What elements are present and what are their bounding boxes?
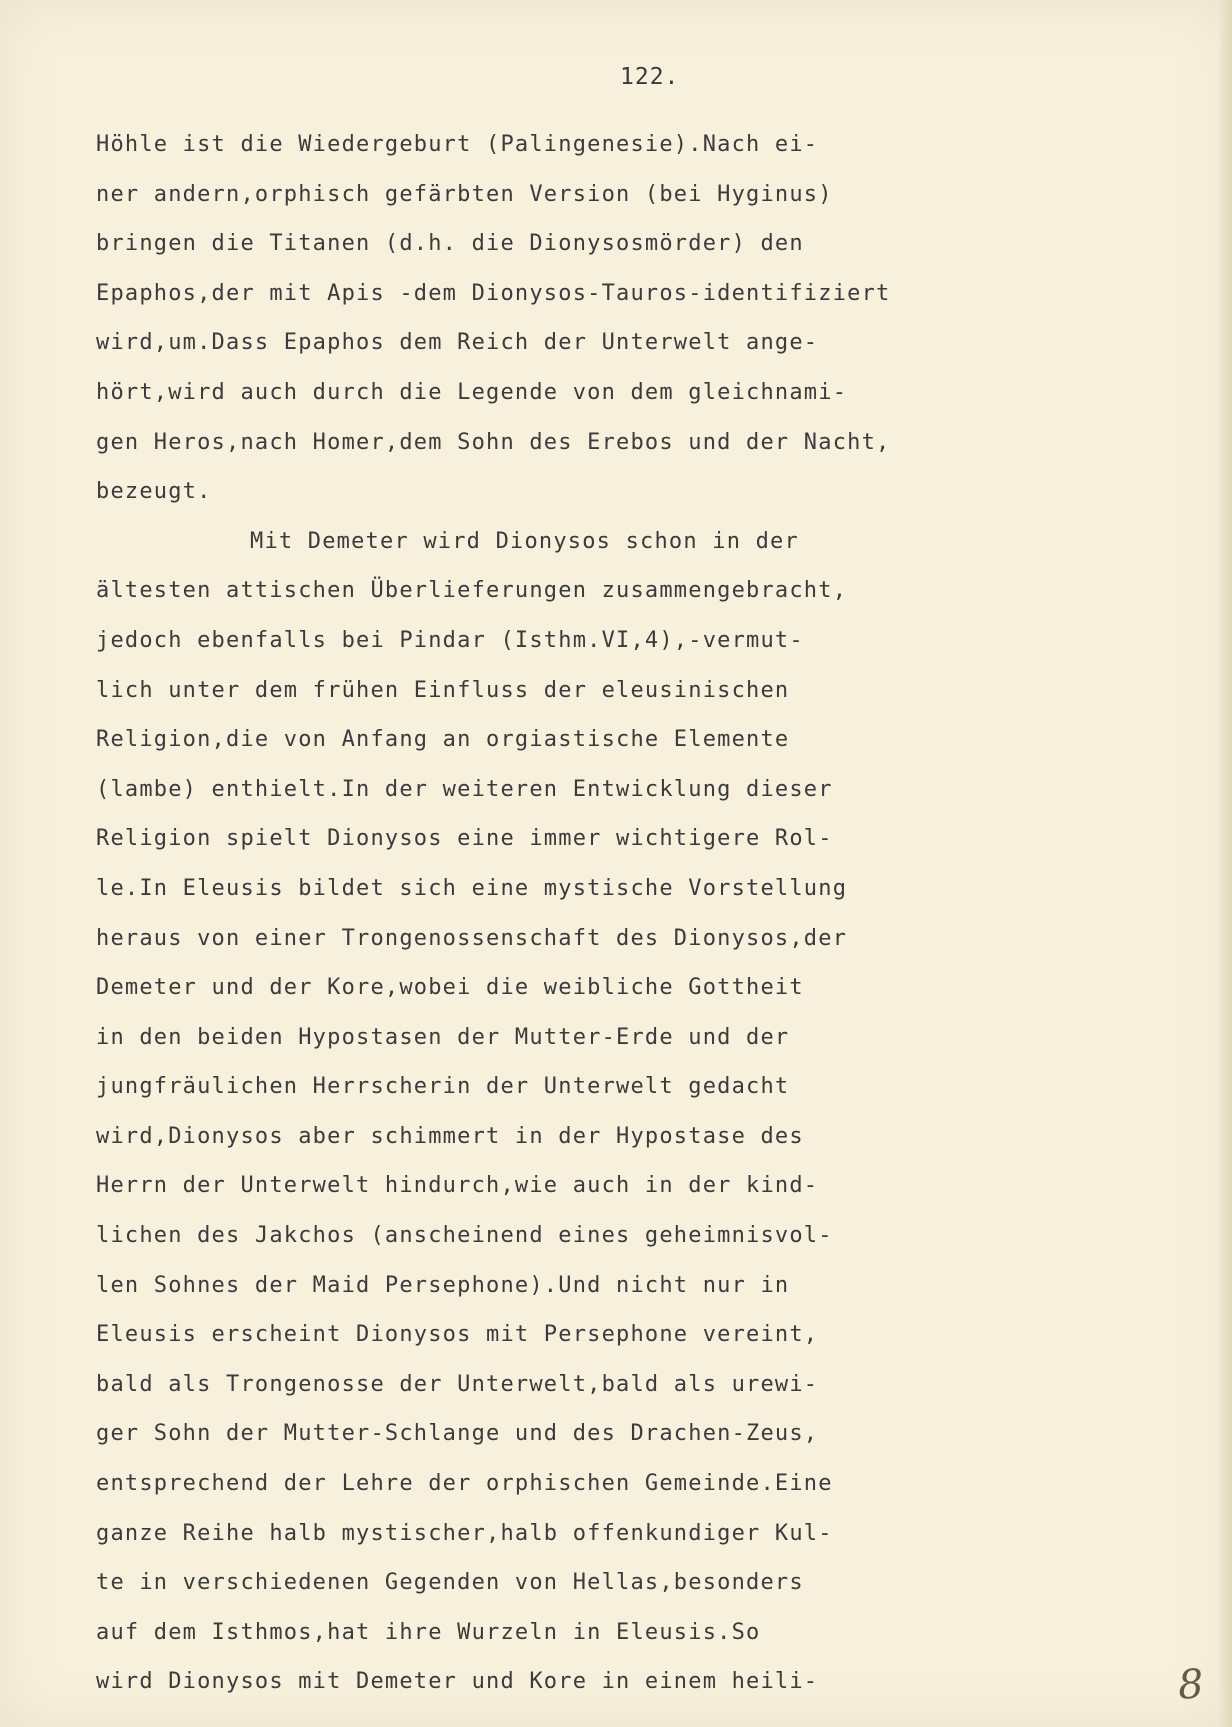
text-line: lich unter dem frühen Einfluss der eleusinischen	[96, 677, 790, 703]
text-line: te in verschiedenen Gegenden von Hellas,besonders	[96, 1570, 804, 1596]
text-line: wird,Dionysos aber schimmert in der Hypostase des	[96, 1123, 804, 1149]
text-line: gen Heros,nach Homer,dem Sohn des Erebos und der Nacht,	[96, 429, 891, 455]
text-line: len Sohnes der Maid Persephone).Und nicht nur in	[96, 1272, 790, 1298]
text-line: bringen die Titanen (d.h. die Dionysosmörder) den	[96, 231, 804, 257]
page-edge	[1220, 0, 1232, 1727]
text-line: ner andern,orphisch gefärbten Version (bei Hyginus)	[96, 181, 833, 207]
text-line: entsprechend der Lehre der orphischen Gemeinde.Eine	[96, 1471, 833, 1497]
text-line: Eleusis erscheint Dionysos mit Persephone vereint,	[96, 1322, 819, 1348]
typewritten-body	[96, 120, 1136, 1707]
handwritten-page-mark: 8	[1176, 1661, 1206, 1709]
text-line: wird,um.Dass Epaphos dem Reich der Unterwelt ange-	[96, 330, 819, 356]
text-line: le.In Eleusis bildet sich eine mystische Vorstellung	[96, 875, 848, 901]
text-line: auf dem Isthmos,hat ihre Wurzeln in Eleusis.So	[96, 1619, 761, 1645]
text-line: Demeter und der Kore,wobei die weibliche Gottheit	[96, 975, 804, 1001]
text-line: jedoch ebenfalls bei Pindar (Isthm.VI,4),-vermut-	[96, 627, 804, 653]
text-line: Höhle ist die Wiedergeburt (Palingenesie).Nach ei-	[96, 132, 819, 157]
text-line: bald als Trongenosse der Unterwelt,bald als urewi-	[96, 1371, 819, 1397]
text-line: jungfräulichen Herrscherin der Unterwelt gedacht	[96, 1074, 790, 1100]
text-line: bezeugt.	[96, 479, 212, 505]
text-line: wird Dionysos mit Demeter und Kore in einem heili-	[96, 1669, 819, 1695]
text-line: heraus von einer Trongenossenschaft des Dionysos,der	[96, 925, 848, 951]
text-line: hört,wird auch durch die Legende von dem gleichnami-	[96, 379, 848, 405]
text-line: Religion,die von Anfang an orgiastische Elemente	[96, 727, 790, 753]
text-line: Epaphos,der mit Apis -dem Dionysos-Tauros-identifiziert	[96, 280, 891, 306]
text-line: in den beiden Hypostasen der Mutter-Erde und der	[96, 1024, 790, 1050]
text-line: Herrn der Unterwelt hindurch,wie auch in der kind-	[96, 1173, 819, 1199]
paragraph-start-line: Mit Demeter wird Dionysos schon in der	[250, 528, 799, 554]
text-line: Religion spielt Dionysos eine immer wichtigere Rol-	[96, 826, 833, 852]
text-line: ältesten attischen Überlieferungen zusammengebracht,	[96, 578, 848, 604]
page-number: 122.	[620, 64, 680, 90]
text-line: (lambe) enthielt.In der weiteren Entwicklung dieser	[96, 776, 833, 802]
text-line: ganze Reihe halb mystischer,halb offenkundiger Kul-	[96, 1520, 833, 1546]
text-line: ger Sohn der Mutter-Schlange und des Drachen-Zeus,	[96, 1421, 819, 1447]
text-line: lichen des Jakchos (anscheinend eines geheimnisvol-	[96, 1223, 833, 1249]
